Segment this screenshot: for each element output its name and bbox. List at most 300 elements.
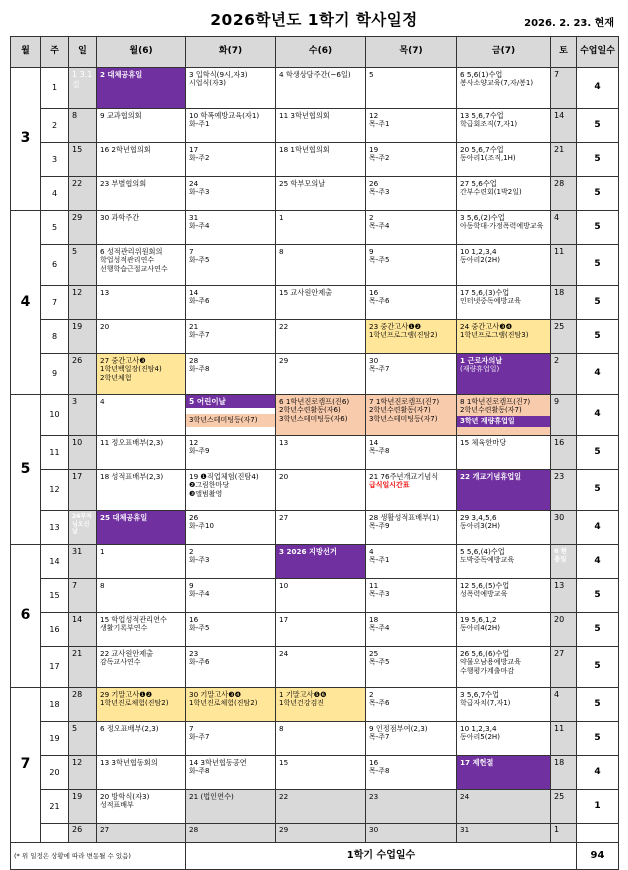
event: 2 <box>369 690 374 699</box>
thu-cell <box>366 354 457 395</box>
event: 31 <box>189 213 199 222</box>
wed-cell: 20 <box>276 470 366 511</box>
week-number: 3 <box>41 143 69 177</box>
sun-cell: 1 3.1절 <box>69 68 97 109</box>
month-label: 3 <box>11 68 41 211</box>
sat-cell: 28 <box>551 177 577 211</box>
sun-cell: 3 <box>69 395 97 436</box>
sat-cell: 30 <box>551 511 577 545</box>
week-row <box>11 613 619 647</box>
col-mon: 월(6) <box>97 37 186 68</box>
event: 화-주8 <box>189 365 210 373</box>
event: 화-주7 <box>189 331 210 339</box>
fri-cell <box>457 722 551 756</box>
event: 6 성적관리위원회의 <box>100 247 163 256</box>
mon-cell: 13 3학년협동회의 <box>97 756 186 790</box>
tue-cell <box>186 177 276 211</box>
mon-cell: 8 <box>97 579 186 613</box>
thu-cell <box>366 245 457 286</box>
thu-cell <box>366 320 457 354</box>
fri-cell <box>457 177 551 211</box>
event: 목-주8 <box>369 447 390 455</box>
class-days: 5 <box>577 143 619 177</box>
fri-cell <box>457 511 551 545</box>
week-row <box>11 395 619 436</box>
event: 1학년진로체험(진탐2) <box>189 699 258 707</box>
event: 25 <box>369 649 379 658</box>
tue-cell <box>186 647 276 688</box>
event: 목-주3 <box>369 188 390 196</box>
sun-cell: 22 <box>69 177 97 211</box>
event: 목-주8 <box>369 767 390 775</box>
tue-cell <box>186 395 276 436</box>
event: 3 2026 지방선거 <box>279 547 337 556</box>
tue-cell <box>186 613 276 647</box>
col-sun: 일 <box>69 37 97 68</box>
sat-cell: 25 <box>551 320 577 354</box>
event: 24 중간고사❸❹ <box>460 322 513 331</box>
event: 화-주3 <box>189 556 210 564</box>
wed-cell: 22 <box>276 790 366 824</box>
tue-cell <box>186 579 276 613</box>
sun-cell: 19 <box>69 790 97 824</box>
sat-cell: 6 현충일 <box>551 545 577 579</box>
col-fri: 금(7) <box>457 37 551 68</box>
event: 목-주4 <box>369 222 390 230</box>
sat-cell: 14 <box>551 109 577 143</box>
sat-cell: 18 <box>551 756 577 790</box>
sun-cell: 31 <box>69 545 97 579</box>
mon-cell <box>97 613 186 647</box>
event: 24 <box>189 179 199 188</box>
week-number: 6 <box>41 245 69 286</box>
wed-cell: 13 <box>276 436 366 470</box>
mon-cell <box>97 647 186 688</box>
class-days: 5 <box>577 688 619 722</box>
week-row <box>11 756 619 790</box>
sun-cell: 12 <box>69 756 97 790</box>
sun-cell: 8 <box>69 109 97 143</box>
event: 1 기말고사❺❻ <box>279 690 327 699</box>
event: 선행학습근절교사연수 <box>100 264 168 273</box>
sat-cell: 23 <box>551 470 577 511</box>
week-row <box>11 177 619 211</box>
sun-cell: 21 <box>69 647 97 688</box>
sun-cell: 15 <box>69 143 97 177</box>
week-number: 13 <box>41 511 69 545</box>
tue-cell <box>186 511 276 545</box>
event: 1학년건강검진 <box>279 699 325 707</box>
footer-row <box>11 843 619 870</box>
mon-cell <box>97 790 186 824</box>
class-days: 4 <box>577 395 619 436</box>
event: 목-주6 <box>369 699 390 707</box>
event: 화-주6 <box>189 297 210 305</box>
week-number: 11 <box>41 436 69 470</box>
fri-cell: 15 체육한마당 <box>457 436 551 470</box>
event: 3 5,6,7수업 <box>460 690 500 699</box>
fri-cell <box>457 613 551 647</box>
event: 1학년프로그램(진탐3) <box>460 331 529 339</box>
mon-cell: 11 정오표배부(2,3) <box>97 436 186 470</box>
wed-cell: 4 학생상담주간(~6일) <box>276 68 366 109</box>
event: 목-주7 <box>369 365 390 373</box>
thu-cell <box>366 436 457 470</box>
event: 17 <box>189 145 199 154</box>
event: 목-주7 <box>369 733 390 741</box>
event: 11 <box>369 581 379 590</box>
mon-cell <box>97 245 186 286</box>
wed-cell: 17 <box>276 613 366 647</box>
sun-cell: 5 <box>69 722 97 756</box>
event: 9 <box>189 581 194 590</box>
tue-cell <box>186 286 276 320</box>
event: 16 <box>189 615 199 624</box>
event: 19 ❶직업체험(진탐4) <box>189 472 259 481</box>
wed-cell: 11 3학년협의회 <box>276 109 366 143</box>
event: 30 기말고사❸❹ <box>189 690 242 699</box>
event: 화-주5 <box>189 256 210 264</box>
fri-cell: 24 <box>457 790 551 824</box>
event: 18 <box>369 615 379 624</box>
event: 성적표배부 <box>100 801 134 809</box>
class-days: 5 <box>577 211 619 245</box>
mon-cell: 4 <box>97 395 186 436</box>
week-number: 2 <box>41 109 69 143</box>
tue-cell <box>186 756 276 790</box>
sat-cell: 7 <box>551 68 577 109</box>
fri-cell <box>457 211 551 245</box>
event: 20 5,6,7수업 <box>460 145 504 154</box>
week-row <box>11 824 619 843</box>
sat-cell: 20 <box>551 613 577 647</box>
event: 12 <box>369 111 379 120</box>
event: 17 제헌절 <box>460 758 494 767</box>
sun-cell: 19 <box>69 320 97 354</box>
class-days: 5 <box>577 579 619 613</box>
event: 약물오남용예방교육 <box>460 658 521 666</box>
month-label: 6 <box>11 545 41 688</box>
event: 23 중간고사❶❷ <box>369 322 422 331</box>
event: 6 1학년진로캠프(진6) <box>279 397 350 406</box>
tue-cell <box>186 722 276 756</box>
event: 15 학업성적관리연수 <box>100 615 167 624</box>
class-days: 5 <box>577 722 619 756</box>
event: 8 1학년진로캠프(진7) <box>460 397 531 406</box>
event: 23 <box>189 649 199 658</box>
event: 21 <box>189 322 199 331</box>
event: 10 1,2,3,4 <box>460 724 497 733</box>
wed-cell: 10 <box>276 579 366 613</box>
event: 2학년수련활동(자7) <box>369 406 431 414</box>
fri-cell <box>457 109 551 143</box>
event: 목-주2 <box>369 154 390 162</box>
event: 동아리1(조직,1H) <box>460 154 516 162</box>
sun-cell: 10 <box>69 436 97 470</box>
fri-cell <box>457 756 551 790</box>
wed-cell: 29 <box>276 824 366 843</box>
event: 학급회조직(7,자1) <box>460 120 518 128</box>
week-number: 17 <box>41 647 69 688</box>
sat-cell: 18 <box>551 286 577 320</box>
event: 화-주4 <box>189 222 210 230</box>
fri-cell <box>457 579 551 613</box>
event: 9 <box>369 247 374 256</box>
tue-cell <box>186 436 276 470</box>
event: 26 5,6,(6)수업 <box>460 649 510 658</box>
week-number: 12 <box>41 470 69 511</box>
event: 화-주8 <box>189 767 210 775</box>
event: 수행평가계출마감 <box>460 666 515 675</box>
fri-cell <box>457 286 551 320</box>
event: 동아리3(2H) <box>460 522 500 530</box>
event: 화-주10 <box>189 522 214 530</box>
fri-cell <box>457 68 551 109</box>
week-number <box>41 824 69 843</box>
event: 14 <box>189 288 199 297</box>
mon-cell <box>97 511 186 545</box>
event: 27 중간고사❸ <box>100 356 146 365</box>
event: 1학년진로체험(진탐2) <box>100 699 169 707</box>
tue-cell: 21 (법인연수) <box>186 790 276 824</box>
event: 성폭력예방교육 <box>460 590 508 598</box>
class-days: 5 <box>577 177 619 211</box>
event: 3학년스테미팅등(자6) <box>279 414 348 423</box>
class-days: 5 <box>577 320 619 354</box>
event: 6 5,6(1)수업 <box>460 70 503 79</box>
event: 급식일시간표 <box>369 481 410 489</box>
event: 화-주1 <box>189 120 210 128</box>
tue-cell <box>186 688 276 722</box>
class-days: 5 <box>577 470 619 511</box>
tue-cell <box>186 354 276 395</box>
event: 29 기말고사❶❷ <box>100 690 153 699</box>
tue-cell <box>186 320 276 354</box>
fri-cell <box>457 143 551 177</box>
event: 목-주6 <box>369 297 390 305</box>
event: 7 <box>189 724 194 733</box>
event: 26 <box>189 513 199 522</box>
tue-cell <box>186 109 276 143</box>
event: 동아리5(2H) <box>460 733 500 741</box>
week-row <box>11 790 619 824</box>
week-number: 7 <box>41 286 69 320</box>
event: 학급자치(7,자1) <box>460 699 511 707</box>
event: 3학년 재량휴업일 <box>457 416 550 427</box>
event: 2 <box>369 213 374 222</box>
fri-cell <box>457 354 551 395</box>
thu-cell <box>366 579 457 613</box>
week-number: 16 <box>41 613 69 647</box>
event: 2 대체공휴일 <box>100 70 143 79</box>
fri-cell <box>457 470 551 511</box>
thu-cell: 23 <box>366 790 457 824</box>
week-row <box>11 470 619 511</box>
sun-cell: 7 <box>69 579 97 613</box>
class-days: 5 <box>577 245 619 286</box>
event: 21 76주년개교기념식 <box>369 472 439 481</box>
sat-cell: 27 <box>551 647 577 688</box>
week-number: 4 <box>41 177 69 211</box>
thu-cell <box>366 756 457 790</box>
footer-note: (* 위 일정은 상황에 따라 변동될 수 있음) <box>11 843 186 870</box>
event: 26 <box>369 179 379 188</box>
class-days: 1 <box>577 790 619 824</box>
thu-cell <box>366 177 457 211</box>
mon-cell: 18 성적표배부(2,3) <box>97 470 186 511</box>
event: 28 <box>189 356 199 365</box>
class-days: 4 <box>577 545 619 579</box>
event: 2학년체험 <box>100 373 132 382</box>
event: 목-주1 <box>369 556 390 564</box>
event: ❸앨범촬영 <box>189 489 223 498</box>
sat-cell: 13 <box>551 579 577 613</box>
thu-cell: 5 <box>366 68 457 109</box>
event: 14 3학년협동공연 <box>189 758 247 767</box>
event: 화-주7 <box>189 733 210 741</box>
event: 아동학대·가정폭력예방교육 <box>460 222 544 230</box>
tue-cell <box>186 143 276 177</box>
week-row <box>11 211 619 245</box>
event: 1 근로자의날 <box>460 356 503 365</box>
event: 12 5,6,(5)수업 <box>460 581 510 590</box>
sat-cell: 4 <box>551 211 577 245</box>
month-label: 7 <box>11 688 41 843</box>
thu-cell: 30 <box>366 824 457 843</box>
class-days: 4 <box>577 354 619 395</box>
tue-cell <box>186 68 276 109</box>
week-number: 21 <box>41 790 69 824</box>
col-days: 수업일수 <box>577 37 619 68</box>
wed-cell <box>276 545 366 579</box>
mon-cell <box>97 354 186 395</box>
event: 27 5,6수업 <box>460 179 497 188</box>
week-number: 15 <box>41 579 69 613</box>
event: 3학년스테미팅등(자7) <box>186 414 275 427</box>
tue-cell <box>186 545 276 579</box>
thu-cell <box>366 722 457 756</box>
sun-cell: 29 <box>69 211 97 245</box>
thu-cell <box>366 470 457 511</box>
event: 화-주3 <box>189 188 210 196</box>
week-number: 5 <box>41 211 69 245</box>
event: 22 개교기념휴업일 <box>460 472 522 481</box>
fri-cell <box>457 245 551 286</box>
mon-cell <box>97 68 186 109</box>
class-days <box>577 824 619 843</box>
event: 목-주5 <box>369 256 390 264</box>
wed-cell: 18 1학년협의회 <box>276 143 366 177</box>
thu-cell <box>366 613 457 647</box>
thu-cell <box>366 545 457 579</box>
event: 목-주1 <box>369 120 390 128</box>
week-number: 8 <box>41 320 69 354</box>
event: 19 <box>369 145 379 154</box>
event: 간부수련회(1박2일) <box>460 188 522 196</box>
event: 16 <box>369 288 379 297</box>
wed-cell: 29 <box>276 354 366 395</box>
thu-cell <box>366 143 457 177</box>
col-tue: 화(7) <box>186 37 276 68</box>
thu-cell <box>366 395 457 436</box>
event: 화-주6 <box>189 658 210 666</box>
sat-cell: 16 <box>551 436 577 470</box>
event: 10 학폭예방교육(자1) <box>189 111 260 120</box>
event: 인터넷중독예방교육 <box>460 297 521 305</box>
mon-cell: 9 교과협의회 <box>97 109 186 143</box>
event: 도박중독예방교육 <box>460 556 515 564</box>
mon-cell: 6 정오표배부(2,3) <box>97 722 186 756</box>
week-row <box>11 545 619 579</box>
event: 감독교사연수 <box>100 658 141 666</box>
current-date: 2026. 2. 23. 현재 <box>524 18 614 29</box>
event: ❷그림한마당 <box>189 481 230 489</box>
sat-cell: 2 <box>551 354 577 395</box>
event: 2 <box>189 547 194 556</box>
fri-cell <box>457 395 551 436</box>
class-days: 5 <box>577 436 619 470</box>
sat-cell: 21 <box>551 143 577 177</box>
sun-cell: 5 <box>69 245 97 286</box>
class-days: 5 <box>577 286 619 320</box>
fri-cell <box>457 688 551 722</box>
thu-cell <box>366 511 457 545</box>
tue-cell: 28 <box>186 824 276 843</box>
event: 학업성적관리연수 <box>100 256 155 264</box>
week-number: 9 <box>41 354 69 395</box>
thu-cell <box>366 688 457 722</box>
wed-cell: 1 <box>276 211 366 245</box>
col-wed: 수(6) <box>276 37 366 68</box>
wed-cell: 15 <box>276 756 366 790</box>
sun-cell: 14 <box>69 613 97 647</box>
week-row <box>11 722 619 756</box>
mon-cell: 16 2학년협의회 <box>97 143 186 177</box>
fri-cell: 31 <box>457 824 551 843</box>
week-row <box>11 286 619 320</box>
mon-cell <box>97 688 186 722</box>
mon-cell: 30 과학주간 <box>97 211 186 245</box>
event: 7 1학년진로캠프(진7) <box>369 397 440 406</box>
event: 3학년스테미팅등(자7) <box>369 414 438 423</box>
event: 동아리2(2H) <box>460 256 500 264</box>
event: 목-주3 <box>369 590 390 598</box>
event: 14 <box>369 438 379 447</box>
week-number: 1 <box>41 68 69 109</box>
sat-cell: 25 <box>551 790 577 824</box>
week-number: 18 <box>41 688 69 722</box>
sun-cell: 24부처님오신날 <box>69 511 97 545</box>
week-number: 14 <box>41 545 69 579</box>
week-row <box>11 647 619 688</box>
col-thu: 목(7) <box>366 37 457 68</box>
event: 28 생활성적표배부(1) <box>369 513 440 522</box>
mon-cell: 20 <box>97 320 186 354</box>
event: 화-주9 <box>189 447 210 455</box>
week-row <box>11 688 619 722</box>
week-row <box>11 68 619 109</box>
semester-days-total: 94 <box>577 843 619 870</box>
event: 9 인정점부여(2,3) <box>369 724 428 733</box>
event: 19 5,6,1,2 <box>460 615 497 624</box>
tue-cell <box>186 245 276 286</box>
event: 화-주5 <box>189 624 210 632</box>
sat-cell: 1 <box>551 824 577 843</box>
week-row <box>11 320 619 354</box>
wed-cell <box>276 688 366 722</box>
event: 생활기록부연수 <box>100 624 148 632</box>
mon-cell: 13 <box>97 286 186 320</box>
